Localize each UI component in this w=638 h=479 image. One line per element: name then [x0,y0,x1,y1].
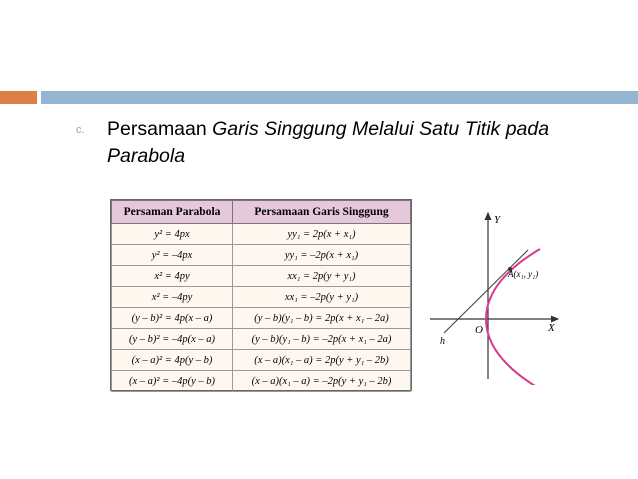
tangent-cell: (x – a)(x₁ – a) = –2p(y + y₁ – 2b) [233,371,411,392]
table-row [112,245,411,266]
heading-plain: Persamaan [107,118,213,140]
heading-italic: Garis Singgung Melalui Satu Titik pada Parabola [107,118,550,167]
table-row [112,350,411,371]
header-parabola: Persaman Parabola [112,201,233,224]
table-row [112,287,411,308]
tangent-line-label: h [440,336,445,347]
table-row [112,266,411,287]
parabola-cell: (y – b)² = –4p(x – a) [112,329,233,350]
parabola-cell: (y – b)² = 4p(x – a) [112,308,233,329]
parabola-cell: y² = –4px [112,245,233,266]
table-row [112,329,411,350]
tangent-cell: xx₁ = –2p(y + y₁) [233,287,411,308]
parabola-cell: x² = –4py [112,287,233,308]
tangent-cell: (y – b)(y₁ – b) = 2p(x + x₁ – 2a) [233,308,411,329]
tangent-cell: (x – a)(x₁ – a) = 2p(y + y₁ – 2b) [233,350,411,371]
parabola-cell: x² = 4py [112,266,233,287]
header-tangent: Persamaan Garis Singgung [233,201,411,224]
accent-bar [0,91,37,104]
table-row [112,308,411,329]
bullet-marker: c. [76,124,85,136]
tangent-cell: yy₁ = 2p(x + x₁) [233,224,411,245]
tangent-cell: yy₁ = –2p(x + x₁) [233,245,411,266]
y-axis-label: Y [494,214,501,226]
table-header-row [112,201,411,224]
parabola-cell: y² = 4px [112,224,233,245]
tangent-cell: (y – b)(y₁ – b) = –2p(x + x₁ – 2a) [233,329,411,350]
table-row [112,371,411,392]
parabola-tangent-graph [426,207,566,385]
header-bar [41,91,638,104]
slide-heading [107,116,587,170]
table-row [112,224,411,245]
point-a-label: A(x₁, y₁) [508,269,539,279]
tangent-equations-table [110,199,412,391]
x-axis-label: X [548,322,555,334]
tangent-cell: xx₁ = 2p(y + y₁) [233,266,411,287]
origin-label: O [475,324,483,336]
parabola-cell: (x – a)² = –4p(y – b) [112,371,233,392]
parabola-cell: (x – a)² = 4p(y – b) [112,350,233,371]
